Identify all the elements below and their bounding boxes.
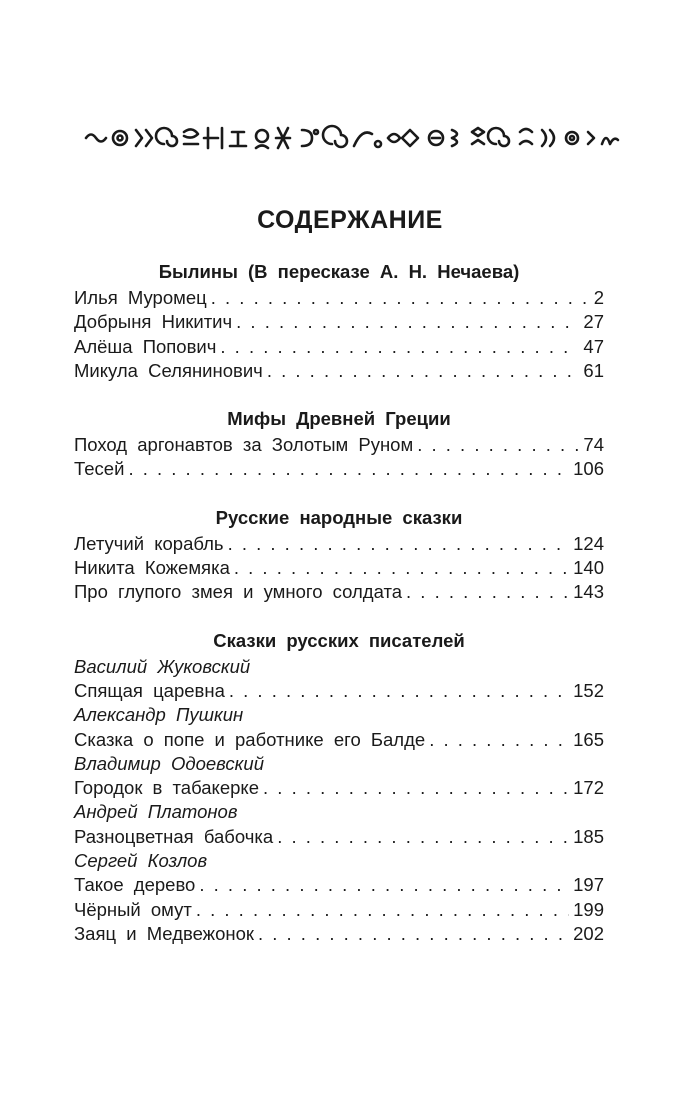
toc-entry-page: 106	[573, 458, 604, 480]
dot-leader	[211, 286, 590, 310]
toc-entry-page: 124	[573, 532, 604, 554]
dot-leader	[229, 679, 569, 703]
toc-entry[interactable]	[74, 922, 604, 946]
dot-leader	[406, 580, 569, 604]
toc-entry[interactable]	[74, 359, 604, 383]
toc-entry-page: 143	[573, 581, 604, 603]
toc-entry-page: 185	[573, 825, 604, 847]
dot-leader	[199, 873, 569, 897]
dot-leader	[128, 457, 569, 481]
dot-leader	[267, 359, 580, 383]
section-heading-byliny: Былины (В пересказе А. Н. Нечаева)	[158, 261, 520, 282]
toc-entry-title: Поход аргонавтов за Золотым Руном	[74, 434, 414, 456]
author-name: Александр Пушкин	[74, 704, 244, 726]
decorative-ornament-border	[80, 118, 620, 158]
toc-entry[interactable]	[74, 310, 604, 334]
dot-leader	[277, 825, 569, 849]
toc-entry-page: 47	[583, 335, 604, 357]
toc-entry-title: Такое дерево	[74, 874, 196, 896]
section-gap	[74, 482, 604, 504]
toc-entry-title: Илья Муромец	[74, 287, 207, 308]
dot-leader	[234, 556, 569, 580]
dot-leader	[429, 728, 569, 752]
author-name: Василий Жуковский	[74, 655, 251, 677]
toc-entry[interactable]	[74, 776, 604, 800]
section-heading-folk-tales: Русские народные сказки	[215, 506, 463, 528]
toc-entry[interactable]	[74, 679, 604, 703]
toc-entry-title: Городок в табакерке	[74, 777, 260, 799]
toc-entry[interactable]	[74, 728, 604, 752]
toc-entry[interactable]	[74, 556, 604, 580]
section-heading-myths: Мифы Древней Греции	[227, 408, 451, 430]
dot-leader	[258, 922, 569, 946]
toc-entry-title: Алёша Попович	[74, 335, 217, 357]
toc-entry-title: Добрыня Никитич	[74, 311, 233, 333]
toc-entry[interactable]	[74, 532, 604, 556]
toc-entry-page: 140	[573, 557, 604, 579]
author-name: Сергей Козлов	[74, 850, 208, 872]
toc-entry-title: Тесей	[74, 458, 125, 480]
toc-entry-title: Разноцветная бабочка	[74, 825, 274, 847]
dot-leader	[263, 776, 569, 800]
toc-entry[interactable]	[74, 335, 604, 359]
toc-entry-page: 202	[573, 922, 604, 944]
toc-entry-title: Никита Кожемяка	[74, 557, 230, 579]
section-heading-writers-tales: Сказки русских писателей	[213, 629, 465, 651]
table-of-contents	[74, 258, 604, 946]
toc-entry-title: Заяц и Медвежонок	[74, 922, 254, 944]
toc-entry-title: Летучий корабль	[74, 532, 224, 554]
dot-leader	[228, 532, 570, 556]
toc-entry[interactable]	[74, 286, 604, 310]
section-gap	[74, 605, 604, 627]
dot-leader	[196, 898, 569, 922]
toc-entry-title: Спящая царевна	[74, 679, 225, 701]
dot-leader	[236, 310, 579, 334]
toc-entry-title: Микула Селянинович	[74, 359, 263, 381]
toc-entry-page: 172	[573, 777, 604, 799]
toc-entry-page: 199	[573, 898, 604, 920]
toc-entry[interactable]	[74, 873, 604, 897]
toc-entry-page: 2	[593, 287, 604, 308]
toc-entry-title: Сказка о попе и работнике его Балде	[74, 728, 426, 750]
toc-entry-page: 152	[573, 679, 604, 701]
toc-entry-page: 197	[573, 874, 604, 896]
toc-entry[interactable]	[74, 825, 604, 849]
toc-entry-page: 27	[583, 311, 604, 333]
page-title: СОДЕРЖАНИЕ	[257, 206, 443, 234]
toc-entry-title: Про глупого змея и умного солдата	[74, 581, 403, 603]
toc-entry-page: 61	[583, 359, 604, 381]
toc-entry-title: Чёрный омут	[74, 898, 192, 920]
section-gap	[74, 383, 604, 405]
author-name: Владимир Одоевский	[74, 752, 264, 774]
toc-entry[interactable]	[74, 898, 604, 922]
toc-entry-page: 165	[573, 728, 604, 750]
toc-entry[interactable]	[74, 433, 604, 457]
dot-leader	[417, 433, 579, 457]
toc-entry-page: 74	[583, 434, 604, 456]
toc-entry[interactable]	[74, 457, 604, 481]
toc-entry[interactable]	[74, 580, 604, 604]
dot-leader	[220, 335, 579, 359]
author-name: Андрей Платонов	[74, 801, 238, 823]
